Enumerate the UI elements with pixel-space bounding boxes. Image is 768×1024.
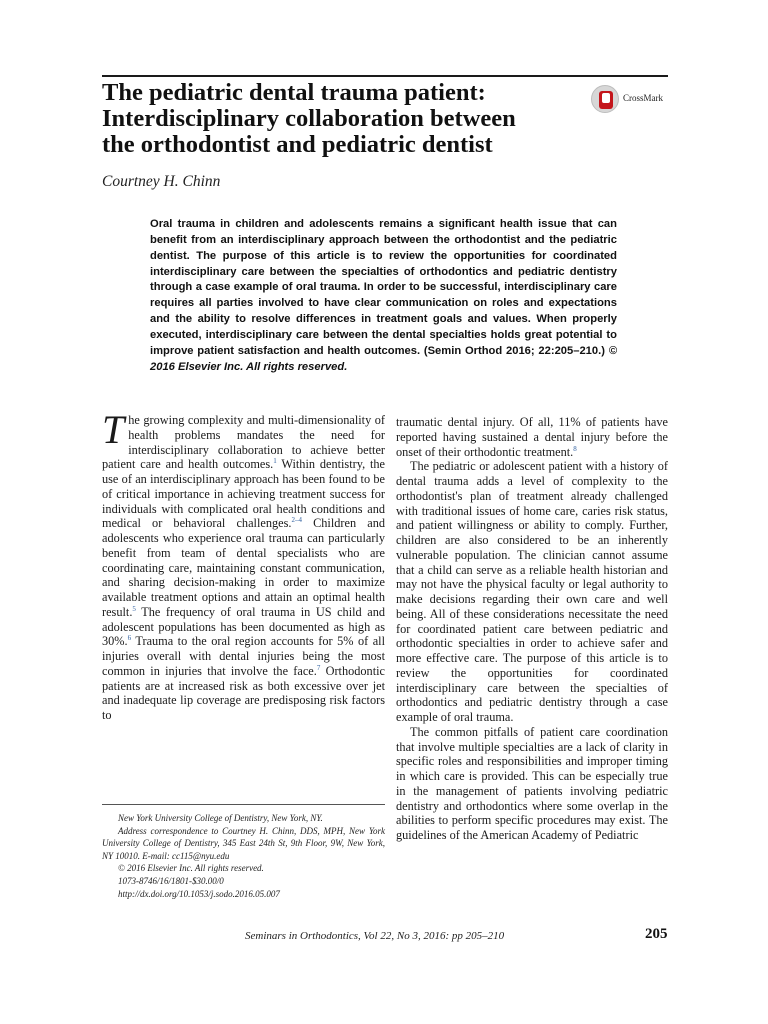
title-line-1: The pediatric dental trauma patient: — [102, 79, 486, 106]
top-rule — [102, 75, 668, 77]
citation-link[interactable]: 8 — [573, 444, 577, 453]
body-paragraph: The pediatric or adolescent patient with a history of dental trauma adds a level of complexity to the orthodontist's plan of treatment already challenged with traditional issues of home care, caries risk status, and patient willingness or ability to comply. Further, children are also considered to be an inherently vulnerable population. The clinician cannot assume that a child can serve as a reliable health historian and may not have the physical faculty or legal authority to make decisions regarding their own care and well being. All of these considerations necessitate the need for coordinated patient care between pediatric and orthodontic specialties in order to achieve safer and more effective care. The purpose of this article is to review the opportunities for coordinated interdisciplinary care between the specialties of orthodontics and pediatric dentistry through a case example of oral trauma. — [396, 459, 668, 724]
body-column-left — [102, 407, 385, 723]
author-name: Courtney H. Chinn — [102, 173, 221, 190]
footnote-affiliation: New York University College of Dentistry, New York, NY. — [118, 813, 323, 823]
citation-link[interactable]: 2–4 — [291, 516, 302, 525]
intro-paragraph: The growing complexity and multi-dimensionality of health problems mandates the need for interdisciplinary collaboration to achieve better patient care and health outcomes.$^1$ Within dentistry, the use of an interdisciplinary approach has been found to be of critical importance in achieving treatment success for individuals with complicated oral health conditions and medical or behavioral challenges.$^{2-4}$ Children and adolescents who experience oral trauma can particularly benefit from team of dental specialists who are coordinating care, maintaining constant communication, and sharing decision-making in order to maximize available treatment options and attain an optimal health result.$^5$ The frequency of oral trauma in US child and adolescent populations has been documented as high as 30%.$^6$ Trauma to the oral region accounts for 5% of all injuries overall with dental injuries being the most common in injuries that involve the face.$^7$ Orthodontic patients are at increased risk as both excessive over jet and inadequate lip coverage are predisposing risk factors to — [102, 407, 385, 722]
footnote-copyright: © 2016 Elsevier Inc. All rights reserved. — [118, 863, 264, 874]
footnote-doi[interactable]: http://dx.doi.org/10.1053/j.sodo.2016.05.007 — [118, 888, 280, 899]
citation-link[interactable]: 1 — [273, 457, 277, 466]
citation-link[interactable]: 6 — [127, 634, 132, 643]
citation-link[interactable]: 5 — [132, 604, 136, 613]
title-line-3: the orthodontist and pediatric dentist — [102, 131, 493, 158]
page-number: 205 — [645, 926, 668, 942]
footnote-rule — [102, 804, 385, 805]
footnote — [102, 812, 385, 900]
body-column-right — [396, 415, 668, 843]
citation-link[interactable]: 7 — [316, 663, 321, 672]
crossmark-label: CrossMark — [623, 93, 663, 103]
footnote-issn: 1073-8746/16/1801-$30.00/0 — [118, 875, 224, 886]
drop-cap: T — [102, 407, 125, 452]
article-title — [102, 80, 572, 158]
body-paragraph: traumatic dental injury. Of all, 11% of patients have reported having sustained a dental injury before the onset of their orthodontic treatment.$^8$ — [396, 415, 668, 459]
crossmark-badge[interactable] — [591, 85, 671, 115]
abstract-copyright: © 2016 Elsevier Inc. All rights reserved. — [150, 344, 618, 373]
journal-citation-footer: Seminars in Orthodontics, Vol 22, No 3, 2016: pp 205–210 — [245, 930, 505, 942]
title-line-2: Interdisciplinary collaboration between — [102, 105, 516, 132]
crossmark-icon — [591, 85, 619, 113]
abstract — [150, 217, 617, 375]
abstract-text: Oral trauma in children and adolescents remains a significant health issue that can benefit from an interdisciplinary approach between the orthodontist and the pediatric dentist. The purpose of this article is to review the opportunities for coordinated interdisciplinary care between the specialties of orthodontics and pediatric dentistry through a case example of oral trauma. In order to be successful, interdisciplinary care requires all parties involved to have clear communication on roles and expectations and the ability to resolve differences in treatment goals and values. When properly executed, interdisciplinary care between the dental specialties holds great potential to improve patient satisfaction and health outcomes. (Semin Orthod 2016; 22:205–210.) — [150, 218, 617, 357]
footnote-correspondence: Address correspondence to Courtney H. Chinn, DDS, MPH, New York University College of Dentistry, 345 East 24th St, 9th Floor, 9W, New York, NY 10010. E-mail: cc115@nyu.edu — [102, 825, 385, 861]
body-paragraph: The common pitfalls of patient care coordination that involve multiple specialties are a lack of clarity in specific roles and responsibilities and improper timing in which care is provided. This can be especially true in the management of patients involving pediatric dentistry and orthodontics where some overlap in the abilities to perform specific procedures may exist. The guidelines of the American Academy of Pediatric — [396, 724, 668, 842]
